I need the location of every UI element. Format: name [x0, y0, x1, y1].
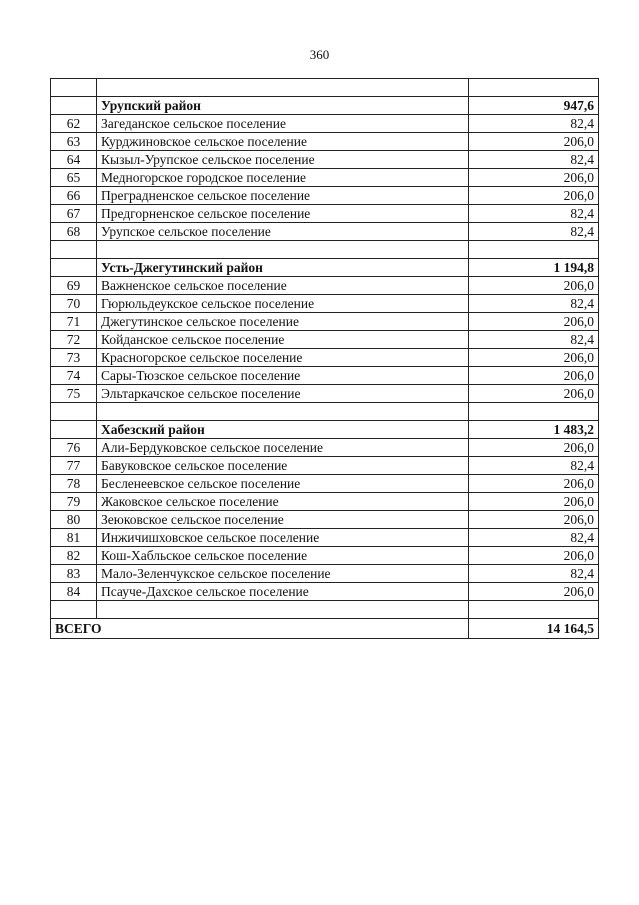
settlement-name: Мало-Зеленчукское сельское поселение [97, 565, 469, 583]
settlement-amount: 206,0 [469, 133, 599, 151]
row-number: 75 [51, 385, 97, 403]
row-number: 83 [51, 565, 97, 583]
settlement-amount: 206,0 [469, 313, 599, 331]
spacer-row [51, 241, 599, 259]
page-number: 360 [309, 47, 330, 62]
table-row [51, 151, 599, 169]
empty-cell [51, 421, 97, 439]
table-body [51, 79, 599, 639]
district-total: 1 194,8 [469, 259, 599, 277]
row-number: 63 [51, 133, 97, 151]
grand-total-label: ВСЕГО [51, 619, 469, 639]
district-row [51, 421, 599, 439]
settlement-amount: 206,0 [469, 367, 599, 385]
row-number: 70 [51, 295, 97, 313]
settlement-name: Бесленеевское сельское поселение [97, 475, 469, 493]
settlement-amount: 206,0 [469, 349, 599, 367]
settlement-amount: 206,0 [469, 439, 599, 457]
table-row [51, 349, 599, 367]
empty-cell [469, 601, 599, 619]
row-number: 74 [51, 367, 97, 385]
table-row [51, 205, 599, 223]
table-row [51, 169, 599, 187]
row-number: 72 [51, 331, 97, 349]
empty-cell [51, 241, 97, 259]
empty-cell [97, 241, 469, 259]
settlement-amount: 206,0 [469, 511, 599, 529]
row-number: 66 [51, 187, 97, 205]
empty-cell [97, 403, 469, 421]
settlement-amount: 82,4 [469, 151, 599, 169]
row-number: 69 [51, 277, 97, 295]
row-number: 62 [51, 115, 97, 133]
settlement-amount: 82,4 [469, 115, 599, 133]
settlement-name: Предгорненское сельское поселение [97, 205, 469, 223]
table-row [51, 583, 599, 601]
settlement-name: Урупское сельское поселение [97, 223, 469, 241]
settlement-amount: 82,4 [469, 565, 599, 583]
row-number: 65 [51, 169, 97, 187]
settlement-name: Бавуковское сельское поселение [97, 457, 469, 475]
district-name: Хабезский район [97, 421, 469, 439]
row-number: 78 [51, 475, 97, 493]
district-row [51, 97, 599, 115]
settlement-amount: 82,4 [469, 529, 599, 547]
settlement-name: Кош-Хабльское сельское поселение [97, 547, 469, 565]
empty-cell [51, 79, 97, 97]
settlement-name: Инжичишховское сельское поселение [97, 529, 469, 547]
empty-cell [97, 79, 469, 97]
budget-table [50, 78, 599, 639]
row-number: 79 [51, 493, 97, 511]
table-row [51, 493, 599, 511]
empty-cell [51, 601, 97, 619]
table-row [51, 565, 599, 583]
grand-total-value: 14 164,5 [469, 619, 599, 639]
table-row [51, 133, 599, 151]
table-row [51, 295, 599, 313]
row-number: 84 [51, 583, 97, 601]
table-row [51, 115, 599, 133]
settlement-name: Кызыл-Урупское сельское поселение [97, 151, 469, 169]
district-total: 1 483,2 [469, 421, 599, 439]
table-row [51, 439, 599, 457]
empty-cell [469, 79, 599, 97]
settlement-amount: 206,0 [469, 169, 599, 187]
settlement-name: Важненское сельское поселение [97, 277, 469, 295]
settlement-amount: 82,4 [469, 457, 599, 475]
settlement-name: Сары-Тюзское сельское поселение [97, 367, 469, 385]
table-row [51, 475, 599, 493]
row-number: 82 [51, 547, 97, 565]
table-row [51, 547, 599, 565]
table-row [51, 313, 599, 331]
settlement-name: Эльтаркачское сельское поселение [97, 385, 469, 403]
settlement-amount: 206,0 [469, 583, 599, 601]
empty-cell [97, 601, 469, 619]
settlement-amount: 82,4 [469, 295, 599, 313]
table-row [51, 277, 599, 295]
settlement-name: Красногорское сельское поселение [97, 349, 469, 367]
settlement-amount: 206,0 [469, 547, 599, 565]
table-row [51, 529, 599, 547]
district-total: 947,6 [469, 97, 599, 115]
settlement-name: Преградненское сельское поселение [97, 187, 469, 205]
empty-cell [469, 403, 599, 421]
settlement-name: Псауче-Дахское сельское поселение [97, 583, 469, 601]
table-row [51, 367, 599, 385]
settlement-name: Койданское сельское поселение [97, 331, 469, 349]
spacer-row [51, 403, 599, 421]
settlement-amount: 206,0 [469, 277, 599, 295]
table-row [51, 385, 599, 403]
empty-cell [51, 97, 97, 115]
settlement-name: Курджиновское сельское поселение [97, 133, 469, 151]
settlement-amount: 82,4 [469, 223, 599, 241]
settlement-name: Медногорское городское поселение [97, 169, 469, 187]
row-number: 68 [51, 223, 97, 241]
settlement-name: Жаковское сельское поселение [97, 493, 469, 511]
settlement-name: Зеюковское сельское поселение [97, 511, 469, 529]
spacer-row [51, 601, 599, 619]
row-number: 77 [51, 457, 97, 475]
settlement-amount: 206,0 [469, 187, 599, 205]
district-name: Урупский район [97, 97, 469, 115]
row-number: 71 [51, 313, 97, 331]
settlement-amount: 206,0 [469, 475, 599, 493]
row-number: 67 [51, 205, 97, 223]
table-row [51, 511, 599, 529]
empty-cell [469, 241, 599, 259]
settlement-amount: 206,0 [469, 385, 599, 403]
spacer-row [51, 79, 599, 97]
table-row [51, 457, 599, 475]
settlement-amount: 82,4 [469, 331, 599, 349]
settlement-name: Джегутинское сельское поселение [97, 313, 469, 331]
empty-cell [51, 259, 97, 277]
row-number: 80 [51, 511, 97, 529]
grand-total-row [51, 619, 599, 639]
settlement-name: Загеданское сельское поселение [97, 115, 469, 133]
table-row [51, 331, 599, 349]
settlement-amount: 82,4 [469, 205, 599, 223]
settlement-amount: 206,0 [469, 493, 599, 511]
empty-cell [51, 403, 97, 421]
district-row [51, 259, 599, 277]
settlement-name: Али-Бердуковское сельское поселение [97, 439, 469, 457]
row-number: 73 [51, 349, 97, 367]
row-number: 81 [51, 529, 97, 547]
district-name: Усть-Джегутинский район [97, 259, 469, 277]
row-number: 64 [51, 151, 97, 169]
table-row [51, 187, 599, 205]
settlement-name: Гюрюльдеукское сельское поселение [97, 295, 469, 313]
table-row [51, 223, 599, 241]
row-number: 76 [51, 439, 97, 457]
